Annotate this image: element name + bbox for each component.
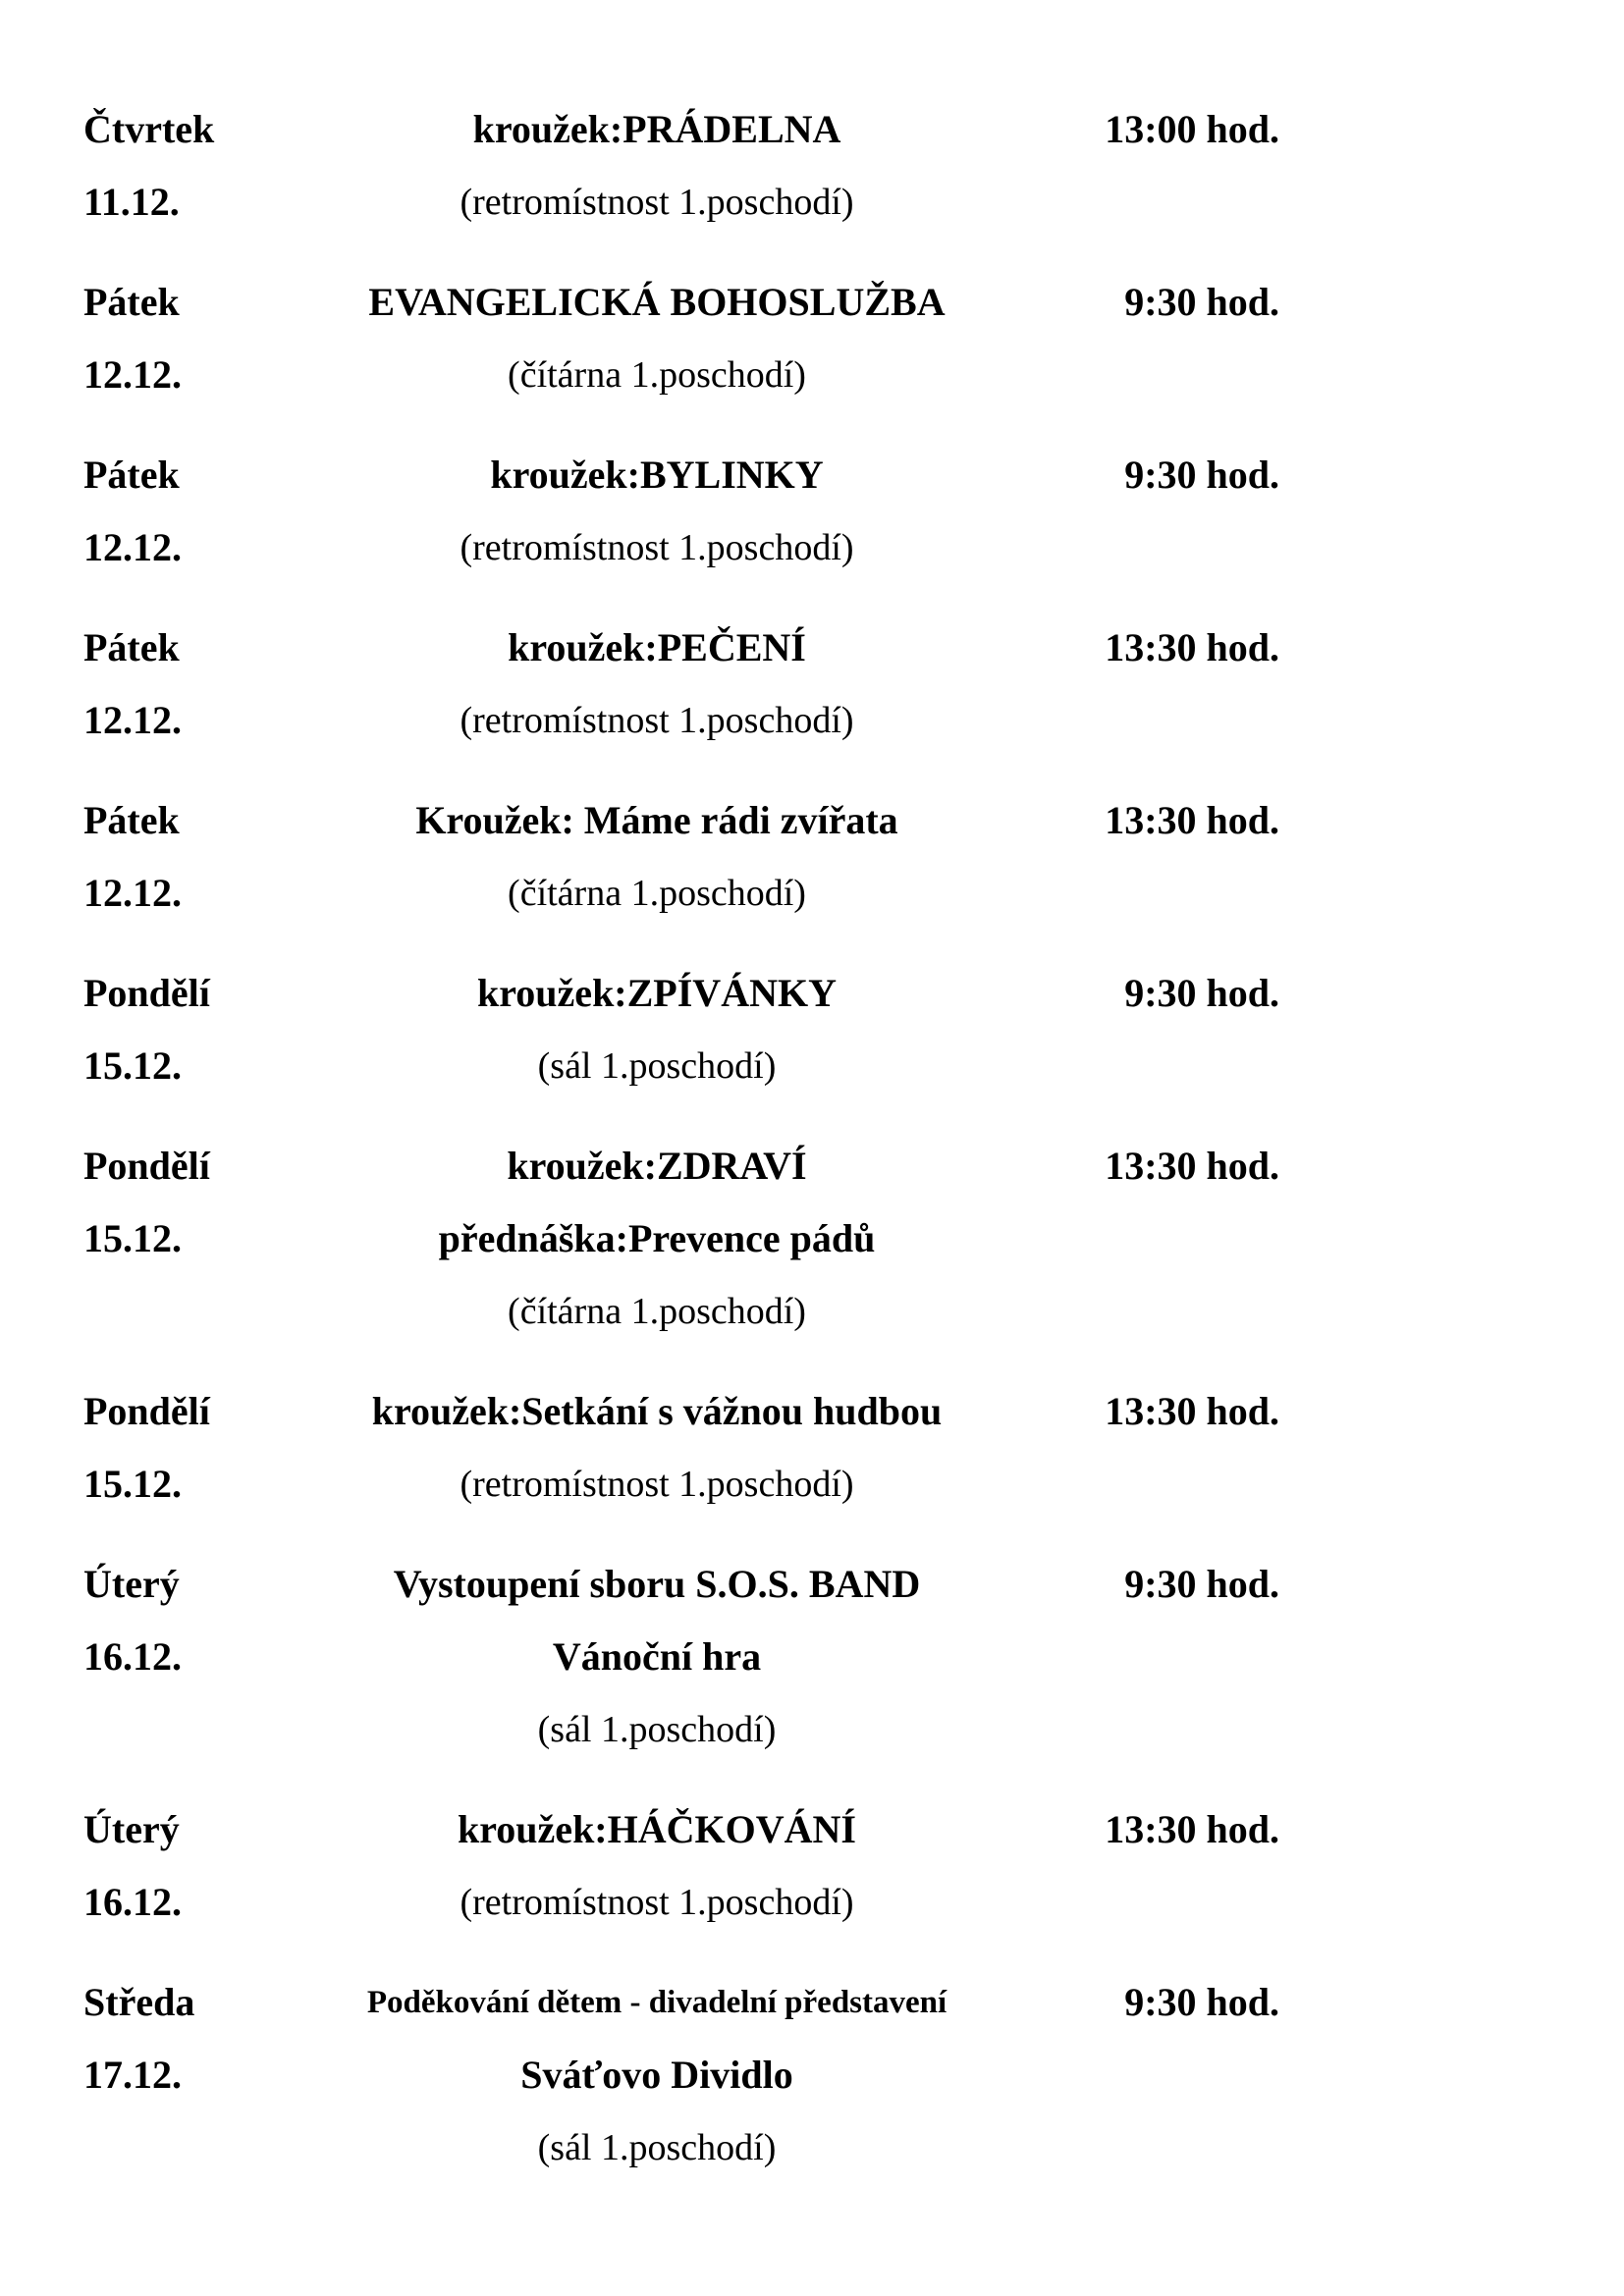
event-column (280, 93, 1034, 239)
event-location: (sál 1.poschodí) (537, 2127, 777, 2168)
event-location: (sál 1.poschodí) (537, 1045, 777, 1087)
time-column (1034, 1966, 1279, 2184)
day-column (83, 1966, 280, 2184)
time-label: 13:00 hod. (1105, 107, 1279, 151)
day-label: Pondělí (83, 1389, 210, 1433)
event-title: kroužek:BYLINKY (490, 453, 824, 497)
event-location: (retromístnost 1.poschodí) (460, 700, 854, 741)
day-column (83, 439, 280, 584)
schedule-row (83, 1966, 1279, 2184)
time-label: 13:30 hod. (1105, 1807, 1279, 1851)
day-label: Pátek (83, 453, 180, 497)
time-label: 9:30 hod. (1124, 280, 1279, 324)
day-label: Středa (83, 1980, 195, 2024)
event-column (280, 612, 1034, 757)
event-title: EVANGELICKÁ BOHOSLUŽBA (368, 280, 946, 324)
time-column (1034, 1548, 1279, 1766)
time-label: 13:30 hod. (1105, 1389, 1279, 1433)
day-label: Pondělí (83, 1144, 210, 1188)
time-label: 9:30 hod. (1124, 453, 1279, 497)
schedule-row (83, 1375, 1279, 1521)
day-label: Pátek (83, 280, 180, 324)
event-title: Vystoupení sboru S.O.S. BAND (393, 1562, 921, 1606)
time-column (1034, 612, 1279, 757)
schedule-row (83, 1793, 1279, 1939)
date-label: 12.12. (83, 698, 182, 742)
event-title: kroužek:PRÁDELNA (472, 107, 841, 151)
date-label: 17.12. (83, 2053, 182, 2097)
time-label: 9:30 hod. (1124, 971, 1279, 1015)
date-label: 12.12. (83, 352, 182, 397)
day-label: Úterý (83, 1807, 180, 1851)
schedule-rows (83, 93, 1279, 2184)
event-location: (čítárna 1.poschodí) (508, 354, 806, 396)
time-label: 9:30 hod. (1124, 1562, 1279, 1606)
event-title: Vánoční hra (552, 1634, 762, 1679)
day-column (83, 1130, 280, 1348)
time-column (1034, 1130, 1279, 1348)
day-column (83, 1793, 280, 1939)
day-label: Čtvrtek (83, 107, 215, 151)
date-label: 11.12. (83, 180, 180, 224)
time-label: 13:30 hod. (1105, 625, 1279, 669)
day-column (83, 266, 280, 411)
event-title: Poděkování dětem - divadelní představení (366, 1985, 947, 2020)
time-label: 13:30 hod. (1105, 798, 1279, 842)
date-label: 12.12. (83, 871, 182, 915)
date-label: 15.12. (83, 1043, 182, 1088)
event-column (280, 439, 1034, 584)
event-column (280, 957, 1034, 1102)
time-column (1034, 1793, 1279, 1939)
schedule-row (83, 1548, 1279, 1766)
event-location: (čítárna 1.poschodí) (508, 1291, 806, 1332)
schedule-row (83, 957, 1279, 1102)
event-location: (retromístnost 1.poschodí) (460, 1882, 854, 1923)
schedule-row (83, 93, 1279, 239)
schedule-row (83, 612, 1279, 757)
event-location: (retromístnost 1.poschodí) (460, 527, 854, 568)
time-column (1034, 784, 1279, 930)
schedule-row (83, 439, 1279, 584)
time-column (1034, 957, 1279, 1102)
day-label: Pátek (83, 625, 180, 669)
event-title: Kroužek: Máme rádi zvířata (415, 798, 898, 842)
event-column (280, 1793, 1034, 1939)
event-title: kroužek:PEČENÍ (508, 625, 806, 669)
date-label: 16.12. (83, 1880, 182, 1924)
time-column (1034, 93, 1279, 239)
time-column (1034, 1375, 1279, 1521)
event-column (280, 1966, 1034, 2184)
event-column (280, 266, 1034, 411)
schedule-row (83, 266, 1279, 411)
event-title: kroužek:ZPÍVÁNKY (477, 971, 837, 1015)
time-label: 9:30 hod. (1124, 1980, 1279, 2024)
event-location: (sál 1.poschodí) (537, 1709, 777, 1750)
day-column (83, 1375, 280, 1521)
event-title: Sváťovo Dividlo (520, 2053, 793, 2097)
event-column (280, 1130, 1034, 1348)
date-label: 15.12. (83, 1216, 182, 1260)
event-title: přednáška:Prevence pádů (438, 1216, 876, 1260)
day-column (83, 93, 280, 239)
schedule-row (83, 784, 1279, 930)
day-label: Úterý (83, 1562, 180, 1606)
event-column (280, 784, 1034, 930)
date-label: 15.12. (83, 1462, 182, 1506)
event-location: (retromístnost 1.poschodí) (460, 1464, 854, 1505)
day-column (83, 612, 280, 757)
date-label: 16.12. (83, 1634, 182, 1679)
event-column (280, 1375, 1034, 1521)
day-column (83, 957, 280, 1102)
day-column (83, 784, 280, 930)
day-column (83, 1548, 280, 1766)
event-title: kroužek:ZDRAVÍ (507, 1144, 807, 1188)
time-label: 13:30 hod. (1105, 1144, 1279, 1188)
event-title: kroužek:Setkání s vážnou hudbou (371, 1389, 943, 1433)
day-label: Pondělí (83, 971, 210, 1015)
event-location: (čítárna 1.poschodí) (508, 873, 806, 914)
time-column (1034, 439, 1279, 584)
event-column (280, 1548, 1034, 1766)
day-label: Pátek (83, 798, 180, 842)
date-label: 12.12. (83, 525, 182, 569)
time-column (1034, 266, 1279, 411)
schedule-row (83, 1130, 1279, 1348)
event-title: kroužek:HÁČKOVÁNÍ (458, 1807, 856, 1851)
event-location: (retromístnost 1.poschodí) (460, 182, 854, 223)
